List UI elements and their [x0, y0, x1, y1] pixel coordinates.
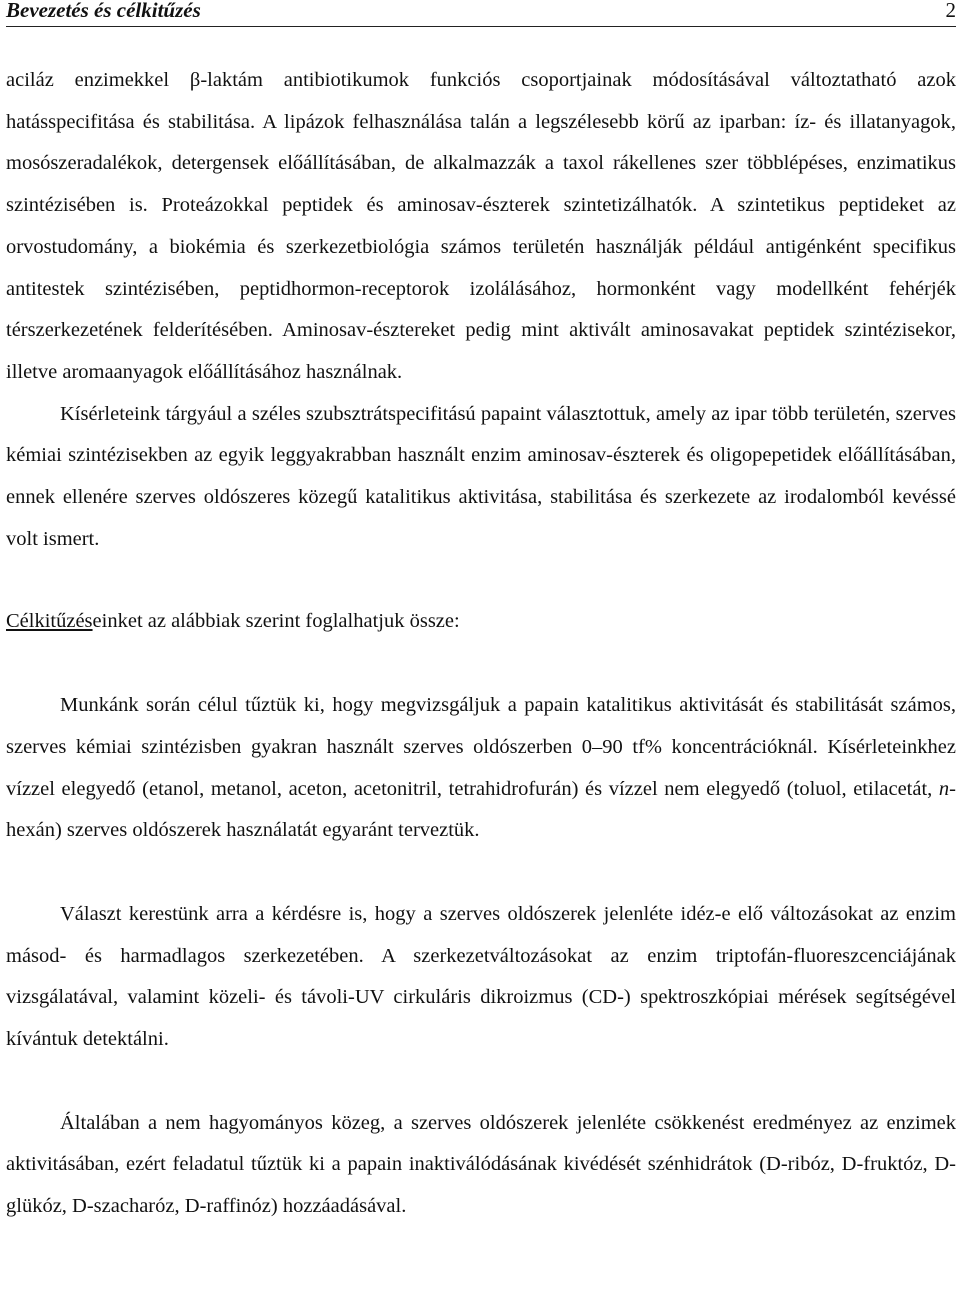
objectives-heading-rest: einket az alábbiak szerint foglalhatjuk össze:: [92, 610, 460, 633]
sugar-item: D-ribóz,: [766, 1153, 842, 1176]
sugar-item: D-raffinóz: [184, 1195, 271, 1218]
paragraph-experiments: Kísérleteink tárgyául a széles szubsztrátspecifitású papaint választottuk, amely az ipar több területén, szerves kémiai szintézisekben az egyik leggyakrabban használt enzim aminosav-észterek és oligopepetidek előállításában, ennek ellenére szerves oldószeres közegű katalitikus aktivitása, stabilitása és szerkezete az irodalomból kevéssé volt ismert.: [6, 402, 956, 550]
inactivation-text-b: ) hozzáadásával.: [270, 1195, 407, 1218]
aims-text-b: -hexán) szerves oldószerek használatát egyaránt terveztük.: [6, 777, 956, 842]
spacer: [6, 1061, 956, 1103]
sugar-item: D-glükóz,: [6, 1153, 956, 1218]
sugar-item: D-szacharóz,: [72, 1195, 185, 1218]
paragraph-structure: Választ kerestünk arra a kérdésre is, hogy a szerves oldószerek jelenléte idéz-e elő változásokat az enzim másod- és harmadlagos szerkezetében. A szerkezetváltozásokat az enzim triptofán-fluoreszcenciájának vizsgálatával, valamint közeli- és távoli-UV cirkuláris dikroizmus (CD-) spektroszkópiai mérések segítségével kívántuk detektálni.: [6, 902, 956, 1051]
aims-text-a: Munkánk során célul tűztük ki, hogy megvizsgáljuk a papain katalitikus aktivitását és stabilitását számos, szerves kémiai szintézisben gyakran használt szerves oldószerben 0–90 tf% koncentrációknál. Kísérleteinkhez vízzel elegyedő (etanol, metanol, aceton, acetonitril, tetrahidrofurán) és vízzel nem elegyedő (toluol, etilacetát,: [6, 694, 956, 800]
paragraph-inactivation: [6, 1103, 956, 1228]
body-text: [6, 60, 956, 1228]
paragraph-aims: [6, 685, 956, 852]
aims-italic-n: n: [938, 777, 950, 800]
spacer: [6, 560, 956, 601]
paragraph-intro: aciláz enzimekkel β-laktám antibiotikumok funkciós csoportjainak módosításával változtatható azok hatásspecifitása és stabilitása. A lipázok felhasználása talán a legszélesebb körű az iparban: íz- és illatanyagok, mosószeradalékok, detergensek előállításában, de alkalmazzák a taxol rákellenes szer többlépéses, enzimatikus szintézisében is. Proteázokkal peptidek és aminosav-észterek szintetizálhatók. A szintetikus peptideket az orvostudomány, a biokémia és szerkezetbiológia számos területén használják például antigénként specifikus antitestek szintézisében, peptidhormon-receptorok izolálásához, hormonként vagy modellként fehérjék térszerkezetének felderítésében. Aminosav-észtereket pedig mint aktivált aminosavakat peptidek szintézisekor, illetve aromaanyagok előállításához használnak.: [6, 69, 956, 383]
spacer: [6, 643, 956, 685]
sugar-item: D-fruktóz,: [841, 1153, 935, 1176]
inactivation-text-a: Általában a nem hagyományos közeg, a szerves oldószerek jelenléte csökkenést eredményez az enzimek aktivitásában, ezért feladatul tűztük ki a papain inaktiválódásának kivédését szénhidrátok (: [6, 1111, 956, 1176]
spacer: [6, 852, 956, 894]
page-number: 2: [945, 0, 956, 22]
section-title: Bevezetés és célkitűzés: [6, 0, 201, 22]
page-header: [6, 0, 956, 27]
objectives-underlined-word: Célkitűzés: [6, 610, 93, 633]
paragraph-objectives-heading: [6, 601, 956, 643]
